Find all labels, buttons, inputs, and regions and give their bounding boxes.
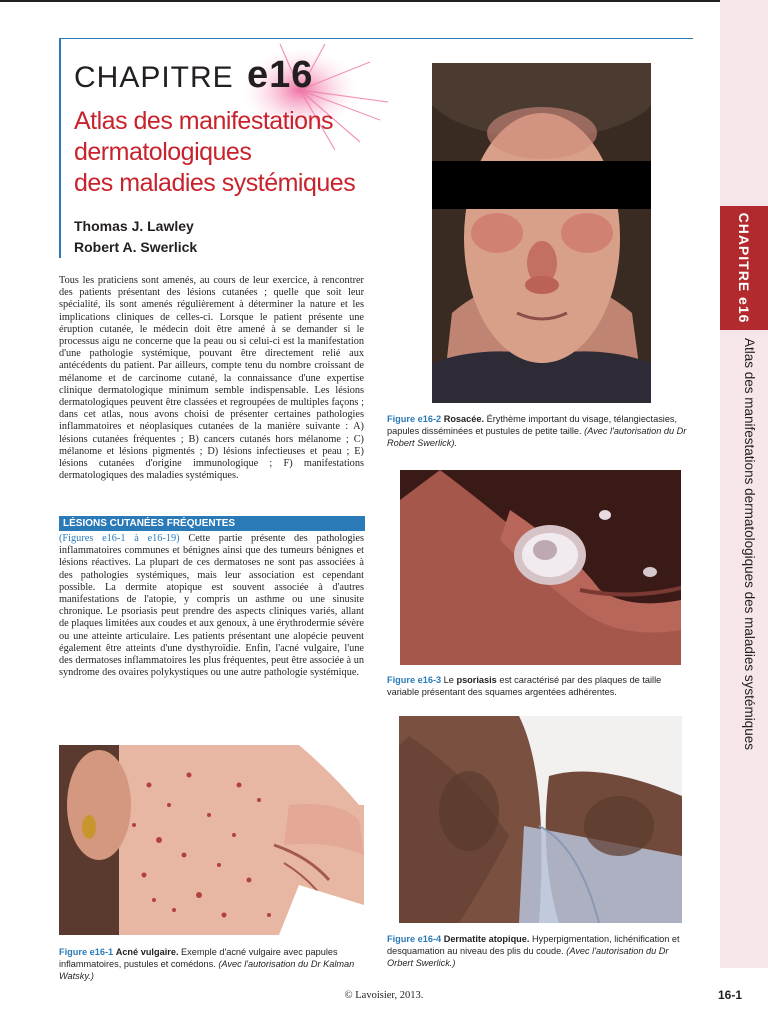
running-title-text: Atlas des manifestations dermatologiques des maladies systémiques [742,338,757,750]
title-line: Atlas des manifestations [74,107,333,135]
figure-caption-e16-4 [387,933,694,969]
author: Thomas J. Lawley [74,218,194,234]
chapter-word: CHAPITRE [74,61,234,94]
figure-caption-e16-3 [387,674,694,698]
authors [74,216,197,258]
figure-credit: (Avec l'autorisation du Dr Kalman Watsky.) [59,959,355,981]
running-title [727,338,761,750]
figure-caption-e16-1 [59,946,365,982]
figure-text: est caractérisé par des plaques de taille variable présentant des squames argentées adhérentes. [387,675,662,697]
figure-label: Figure e16-4 [387,934,442,944]
section-body: Cette partie présente des pathologies inflammatoires communes et bénignes ainsi que des tumeurs bénignes et lésions réactives. La plupart de ces dermatoses ne sont pas associées à des pathologies systémiques, mais leur association est cependant possible. La dermite atopique est souvent associée à d'autres manifestations de l'atopie, y compris un asthme ou une sinusite chronique. Le psoriasis peut prendre des aspects cliniques variés, allant de plaques limitées aux coudes et aux genoux, à une érythrodermie sévère ou une atteinte articulaire. Les patients présentant une alopécie peuvent également être atteints d'une dysthyroïdie. Enfin, l'acné vulgaire, l'une des dermatoses inflammatoires les plus fréquentes, peut être associée à un syndrome des ovaires polykystiques ou une autre pathologie systémique. [59,533,364,679]
figure-label: Figure e16-3 [387,675,442,685]
author: Robert A. Swerlick [74,239,198,255]
chapter-number: e16 [247,54,314,96]
acne-photo [59,745,364,935]
figure-reference-link[interactable]: (Figures e16-1 à e16-19) [59,533,180,544]
figure-caption-e16-2 [387,413,694,449]
section-paragraph [59,533,364,679]
title-line: des maladies systémiques [74,169,356,197]
figure-name: Dermatite atopique. [443,934,530,944]
figure-name: Rosacée. [443,414,485,424]
header-rule-horizontal [59,38,693,39]
chapter-tab [720,206,768,330]
figure-text: Le [441,675,457,685]
figure-credit: (Avec l'autorisation du Dr Orbert Swerlick.) [387,946,669,968]
rosacea-photo [432,63,651,403]
figure-text: Hyperpigmentation, lichénification et desquamation au niveau des plis du coude. [387,934,680,956]
top-rule [0,0,720,2]
intro-paragraph: Tous les praticiens sont amenés, au cours de leur exercice, à rencontrer des patients présentant des lésions cutanées ; quelle que soit leur spécialité, ils sont amenés régulièrement à déterminer la nature et les implications cliniques de celles-ci. Lorsque le patient présente une éruption cutanée, le médecin doit être amené à se demander si le processus aigu ne concerne que la peau ou si celui-ci est la manifestation d'une pathologie systémique, pouvant être directement relié aux antécédents du patient. Par ailleurs, compte tenu du nombre croissant de mélanome et de carcinome cutané, la connaissance d'une expertise clinique dermatologique minimum semble indispensable. Les lésions dermatologiques peuvent être classées et regroupées de multiples façons ; dans cet atlas, nous avons choisi de présenter certaines pathologies inflammatoires et néoplasiques cutanées de la manière suivante : A) lésions cutanées fréquentes ; B) cancers cutanés hors mélanome ; C) mélanome et lésions pigmentés ; D) lésions infectieuses et peau ; E) lésions cutanées d'origine immunologique ; F) manifestations dermatologiques des maladies systémiques. [59,275,364,482]
atopic-dermatitis-photo [399,716,682,923]
figure-credit: (Avec l'autorisation du Dr Robert Swerlick). [387,426,687,448]
figure-text: Érythème important du visage, télangiectasies, papules disséminées et pustules de petite taille. [387,414,678,436]
page-number: 16-1 [718,988,743,1002]
header-rule-vertical [59,38,61,258]
figure-name: Acné vulgaire. [115,947,179,957]
figure-name: psoriasis [456,675,497,685]
title-line: dermatologiques [74,138,252,166]
section-heading: LÉSIONS CUTANÉES FRÉQUENTES [59,516,365,531]
chapter-heading [74,54,313,97]
page-title [74,106,404,199]
figure-text: Exemple d'acné vulgaire avec papules inflammatoires, pustules et comédons. [59,947,338,969]
figure-label: Figure e16-1 [59,947,114,957]
chapter-tab-label: CHAPITRE e16 [736,212,752,324]
figure-label: Figure e16-2 [387,414,442,424]
copyright: © Lavoisier, 2013. [344,990,424,1001]
psoriasis-photo [400,470,681,665]
